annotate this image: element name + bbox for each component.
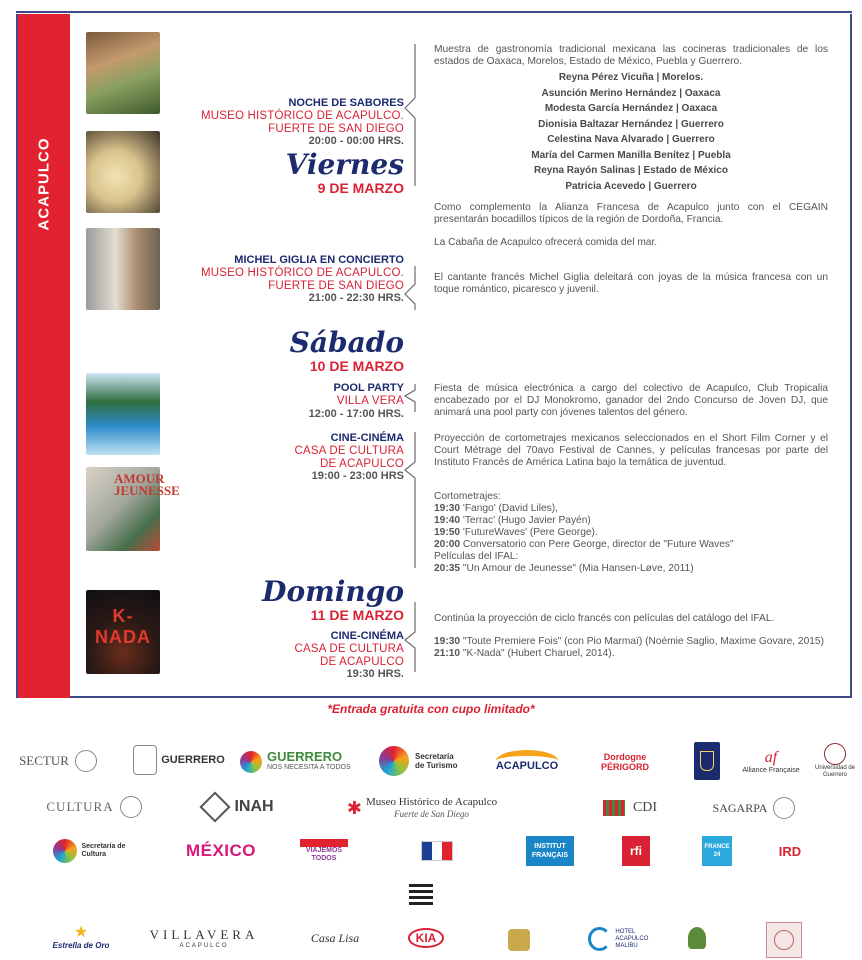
event-venue: CASA DE CULTURA [294, 445, 404, 457]
desc-text: Continúa la proyección de ciclo francés con películas del catálogo del IFAL. [434, 613, 775, 624]
event-venue: CASA DE CULTURA [294, 643, 404, 655]
logo-text: GUERRERO [161, 754, 225, 766]
logo-text: INSTITUT FRANÇAIS [531, 843, 569, 859]
event-title: NOCHE DE SABORES [288, 97, 404, 109]
pool-photo [86, 373, 160, 455]
film-item: 19:30 "Toute Premiere Fois" (con Pio Marmaï) (Noémie Saglio, Maxime Govare, 2015) [434, 636, 824, 647]
inah-icon [200, 791, 231, 822]
desc-text: Como complemento la Alianza Francesa de Acapulco junto con el CEGAIN presentarán bocadillos típicos de la región de Dordoña, Francia. [434, 202, 828, 225]
logo-viajemos [300, 836, 348, 866]
logo-dordogne [588, 748, 662, 776]
event-venue-line2: FUERTE DE SAN DIEGO [268, 122, 404, 135]
day-date: 10 DE MARZO [309, 358, 404, 374]
corto-item: 19:30 'Fango' (David Liles), [434, 503, 558, 514]
logo-gold-emblem [498, 924, 540, 956]
grid-mark-icon [409, 881, 433, 905]
day-name: Viernes [285, 148, 404, 181]
event-time: 19:30 HRS. [346, 668, 404, 680]
knada-poster-title: K-NADA [95, 606, 151, 647]
logo-cdi [574, 792, 686, 824]
logo-text: Secretaría de Cultura [81, 843, 126, 858]
logo-tagline: NOS NECESITA A TODOS [267, 764, 351, 771]
ifal-item: 20:35 "Un Amour de Jeunesse" (Mia Hansen-Løve, 2011) [434, 563, 694, 574]
cook-item: Reyna Pérez Vicuña | Morelos. [558, 72, 704, 83]
event-cine-cinema-sabado [294, 432, 404, 483]
day-domingo [262, 577, 404, 623]
logo-text: GUERRERO [267, 749, 343, 764]
logo-kia [404, 926, 448, 950]
event-time: 19:00 - 23:00 HRS [311, 470, 404, 482]
star-icon: ★ [73, 923, 89, 941]
day-viernes [286, 150, 404, 196]
logo-text: Museo Histórico de Acapulco [366, 796, 498, 808]
desc-cabana [434, 237, 828, 249]
university-seal-icon [824, 743, 846, 765]
logo-text-wrap [366, 796, 497, 820]
logo-acapulco [492, 744, 562, 778]
film-item: 21:10 "K-Nada" (Hubert Charuel, 2014). [434, 648, 615, 659]
logo-villavera [134, 924, 274, 952]
logo-text: Secretaría de Turismo [415, 752, 458, 770]
desc-cine1 [434, 433, 828, 469]
brace-friday-noche [405, 44, 415, 186]
logo-text: Estrella de Oro [52, 940, 110, 950]
logo-text: INAH [234, 798, 274, 815]
event-venue-line2: FUERTE DE SAN DIEGO [268, 279, 404, 292]
logo-subtext: Fuerte de San Diego [394, 809, 469, 819]
day-name: Domingo [262, 575, 404, 608]
day-name: Sábado [289, 326, 404, 359]
desc-alianza [434, 202, 828, 226]
af-icon: af [764, 748, 778, 766]
logo-casa-lisa [304, 924, 366, 952]
brace-sunday-cine [405, 602, 415, 672]
event-time: 20:00 - 00:00 HRS. [308, 135, 404, 147]
logo-france24 [702, 836, 732, 866]
logo-green-emblem [682, 920, 712, 956]
logo-secretaria-cultura [50, 836, 130, 866]
flower-icon [53, 839, 77, 863]
event-title: CINE-CINÉMA [330, 630, 404, 642]
desc-text: Muestra de gastronomía tradicional mexicana las cocineras tradicionales de los estados de Oaxaca, Morelos, Estado de México, Puebla y Guerrero. [434, 44, 828, 67]
cook-item: Reyna Rayón Salinas | Estado de México [534, 165, 728, 176]
event-venue: MUSEO HISTÓRICO DE ACAPULCO. [200, 267, 404, 279]
cook-item: Modesta García Hernández | Oaxaca [544, 103, 718, 114]
event-venue: MUSEO HISTÓRICO DE ACAPULCO. [200, 110, 404, 122]
logo-text: VILLAVERA [149, 927, 259, 942]
logo-alliance-francaise [738, 742, 804, 780]
desc-text: Proyección de cortometrajes mexicanos seleccionados en el Short Film Corner y el Court Métrage del 70avo Festival de Cannes, y películas francesas por parte del Instituto Francés de América Latina bajo la temática de juventud. [434, 433, 828, 468]
logo-rfi [622, 836, 650, 866]
event-venue: VILLA VERA [336, 395, 404, 407]
logo-secretaria-turismo [374, 744, 470, 778]
flower-icon [379, 746, 409, 776]
france-flag-icon [421, 841, 453, 861]
logo-text: FRANCE 24 [704, 844, 730, 858]
logo-text: MÉXICO [185, 841, 257, 860]
mexico-seal-icon [773, 797, 795, 819]
desc-text: El cantante francés Michel Giglia deleitará con joyas de la música francesa con un toque romántico, picaresco y juvenil. [434, 272, 828, 295]
city-label: ACAPULCO [35, 137, 53, 231]
mexico-seal-icon [75, 750, 97, 772]
pink-circle-icon [774, 930, 794, 950]
logo-text: CDI [632, 800, 658, 815]
logo-republique-francaise [410, 836, 464, 866]
logo-sectur [10, 746, 110, 776]
guerrero-seal-icon [133, 745, 157, 775]
mexico-seal-icon [120, 796, 142, 818]
tree-icon [688, 927, 706, 949]
event-noche-de-sabores [201, 97, 404, 148]
star-icon: ✱ [346, 797, 363, 818]
cook-photo [86, 32, 160, 114]
day-date: 11 DE MARZO [310, 607, 404, 623]
logo-inah [198, 794, 280, 820]
top-border [16, 11, 852, 13]
domingo-films [434, 636, 828, 660]
cook-item: Asunción Merino Hernández | Oaxaca [541, 87, 721, 99]
brace-friday-michel [405, 266, 415, 310]
logo-cultura [40, 794, 152, 820]
logo-gobierno-guerrero [133, 742, 225, 778]
logo-mexico [182, 838, 260, 864]
cook-item: Patricia Acevedo | Guerrero [565, 180, 697, 192]
amour-poster [86, 467, 180, 551]
logo-text: ACAPULCO [496, 750, 558, 772]
logo-text: Casa Lisa [310, 930, 360, 945]
event-time: 21:00 - 22:30 HRS. [308, 292, 404, 304]
logo-ird [770, 836, 810, 866]
wave-icon [588, 927, 611, 951]
logo-guerrero-nos-necesita [240, 746, 358, 778]
event-michel-giglia [201, 254, 404, 305]
logo-text: Universidad de Guerrero [814, 765, 856, 778]
event-venue-line2: DE ACAPULCO [319, 457, 404, 470]
knada-poster [86, 590, 160, 674]
cooks-list [434, 70, 828, 194]
logo-text: SECTUR [19, 753, 69, 768]
logo-text-wrap [267, 751, 351, 773]
event-venue-line2: DE ACAPULCO [319, 655, 404, 668]
day-sabado [290, 328, 404, 374]
logo-subtext: ACAPULCO [179, 943, 229, 949]
desc-text: La Cabaña de Acapulco ofrecerá comida del mar. [434, 237, 658, 248]
logo-text: HOTEL ACAPULCO MALIBU [615, 928, 649, 949]
section-braces [400, 40, 430, 680]
logo-text: SAGARPA [712, 800, 768, 815]
brace-saturday-cine [405, 432, 415, 568]
logo-pink-emblem [766, 922, 802, 958]
cortos-header: Cortometrajes: [434, 491, 501, 502]
day-date: 9 DE MARZO [317, 180, 404, 196]
logo-text: KIA [408, 928, 445, 948]
logo-text: Alliance Française [742, 766, 800, 774]
logo-institut-francais [526, 836, 574, 866]
event-time: 12:00 - 17:00 HRS. [308, 407, 404, 420]
logo-text: rfi [630, 844, 642, 858]
logo-museo-historico [342, 792, 502, 824]
cook-item: María del Carmen Manilla Benítez | Puebla [531, 149, 731, 161]
corto-item: 19:50 'FutureWaves' (Pere George). [434, 527, 598, 538]
singer-photo [86, 228, 160, 310]
desc-gastronomia [434, 44, 828, 68]
corto-item: 19:40 'Terrac' (Hugo Javier Payén) [434, 515, 591, 526]
logo-universidad [810, 740, 860, 782]
logo-text: IRD [778, 843, 802, 859]
event-cine-cinema-domingo [294, 630, 404, 681]
logo-text: Dordogne PÉRIGORD [600, 752, 649, 772]
desc-text: Fiesta de música electrónica a cargo del colectivo de Acapulco, Club Tropicalia encabezado por el DJ Monokromo, ganador del 2ndo Concurso de Joven DJ, que animará una pool party con jóvenes talentos del género. [434, 383, 828, 418]
brace-saturday-pool [405, 384, 415, 412]
crest-icon [700, 751, 714, 771]
cdi-icon [603, 800, 625, 816]
flower-icon [240, 751, 262, 773]
event-title: POOL PARTY [333, 382, 404, 394]
desc-cortometrajes [434, 491, 828, 575]
corto-item: 20:00 Conversatorio con Pere George, director de "Future Waves" [434, 539, 734, 550]
desc-michel [434, 272, 828, 296]
free-entry-note: *Entrada gratuita con cupo limitado* [327, 702, 535, 716]
event-pool-party [309, 382, 404, 421]
food-photo [86, 131, 160, 213]
desc-domingo [434, 613, 828, 625]
city-sidebar-label-wrap [18, 14, 70, 698]
logo-text: CULTURA [46, 799, 114, 814]
logo-center-mark [406, 880, 436, 906]
cook-item: Dionisia Baltazar Hernández | Guerrero [538, 118, 724, 130]
cook-item: Celestina Nava Alvarado | Guerrero [547, 134, 715, 145]
desc-pool [434, 383, 828, 419]
ifal-header: Películas del IFAL: [434, 551, 519, 562]
event-title: MICHEL GIGLIA EN CONCIERTO [234, 254, 404, 266]
event-title: CINE-CINÉMA [330, 432, 404, 444]
logo-text: VIAJEMOS TODOS [300, 839, 348, 863]
logo-crest [694, 742, 720, 780]
logo-estrella-de-oro [44, 920, 118, 954]
emblem-icon [508, 929, 530, 951]
logo-sagarpa [708, 792, 804, 824]
amour-poster-title: AMOUR JEUNESSE [114, 471, 180, 498]
logo-hotel [588, 922, 652, 956]
